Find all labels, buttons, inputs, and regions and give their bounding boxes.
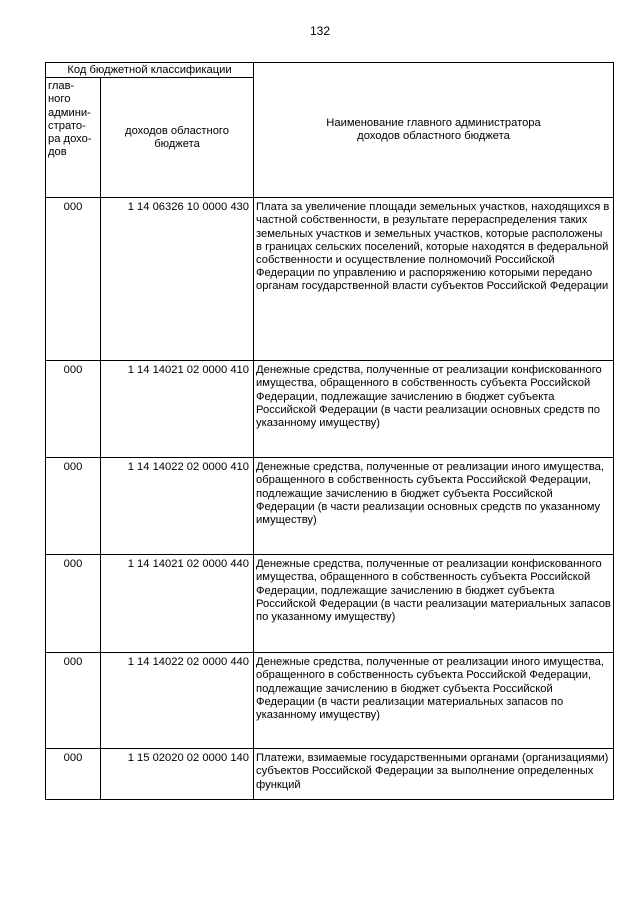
- table-row: [46, 653, 614, 749]
- budget-classification-table: [45, 62, 614, 800]
- table-row: [46, 361, 614, 458]
- income-code-cell: 1 14 14021 02 0000 410: [101, 361, 254, 458]
- header-budget-classification-code: Код бюджетной классификации: [46, 63, 254, 78]
- header-administrator-name-text: Наименование главного администратора доходов областного бюджета: [326, 116, 541, 143]
- description-cell: Денежные средства, полученные от реализации конфискованного имущества, обращенного в собственность субъекта Российской Федерации, подлежащие зачислению в бюджет субъекта Российской Федерации (в части реализации основных средств по указанному имуществу): [254, 361, 614, 458]
- description-cell: Денежные средства, полученные от реализации конфискованного имущества, обращенного в собственность субъекта Российской Федерации, подлежащие зачислению в бюджет субъекта Российской Федерации (в части реализации материальных запасов по указанному имуществу): [254, 555, 614, 653]
- admin-code-cell: 000: [46, 361, 101, 458]
- income-code-cell: 1 15 02020 02 0000 140: [101, 749, 254, 800]
- income-code-cell: 1 14 14021 02 0000 440: [101, 555, 254, 653]
- description-cell: Платежи, взимаемые государственными органами (организациями) субъектов Российской Федерации за выполнение определенных функций: [254, 749, 614, 800]
- header-main-administrator: [46, 78, 101, 198]
- income-code-cell: 1 14 14022 02 0000 410: [101, 458, 254, 555]
- income-code-cell: 1 14 14022 02 0000 440: [101, 653, 254, 749]
- page-number: 132: [309, 24, 331, 38]
- income-code-cell: 1 14 06326 10 0000 430: [101, 198, 254, 361]
- header-main-administrator-text: глав- ного админи- страто- ра дохо- дов: [48, 80, 92, 159]
- admin-code-cell: 000: [46, 555, 101, 653]
- header-regional-income: [101, 78, 254, 198]
- description-cell: Денежные средства, полученные от реализации иного имущества, обращенного в собственность субъекта Российской Федерации, подлежащие зачислению в бюджет субъекта Российской Федерации (в части реализации материальных запасов по указанному имуществу): [254, 653, 614, 749]
- admin-code-cell: 000: [46, 653, 101, 749]
- table-row: [46, 198, 614, 361]
- header-regional-income-text: доходов областного бюджета: [125, 124, 229, 150]
- table-header-group-row: [46, 63, 614, 78]
- table-row: [46, 749, 614, 800]
- admin-code-cell: 000: [46, 749, 101, 800]
- table-row: [46, 458, 614, 555]
- admin-code-cell: 000: [46, 198, 101, 361]
- table-row: [46, 555, 614, 653]
- admin-code-cell: 000: [46, 458, 101, 555]
- description-cell: Плата за увеличение площади земельных участков, находящихся в частной собственности, в результате перераспределения таких земельных участков и земельных участков, которые расположены в границах сельских поселений, которые находятся в федеральной собственности и осуществление полномочий Российской Федерации по управлению и распоряжению которыми передано органам государственной власти субъектов Российской Федерации: [254, 198, 614, 361]
- header-administrator-name: [254, 63, 614, 198]
- description-cell: Денежные средства, полученные от реализации иного имущества, обращенного в собственность субъекта Российской Федерации, подлежащие зачислению в бюджет субъекта Российской Федерации (в части реализации основных средств по указанному имуществу): [254, 458, 614, 555]
